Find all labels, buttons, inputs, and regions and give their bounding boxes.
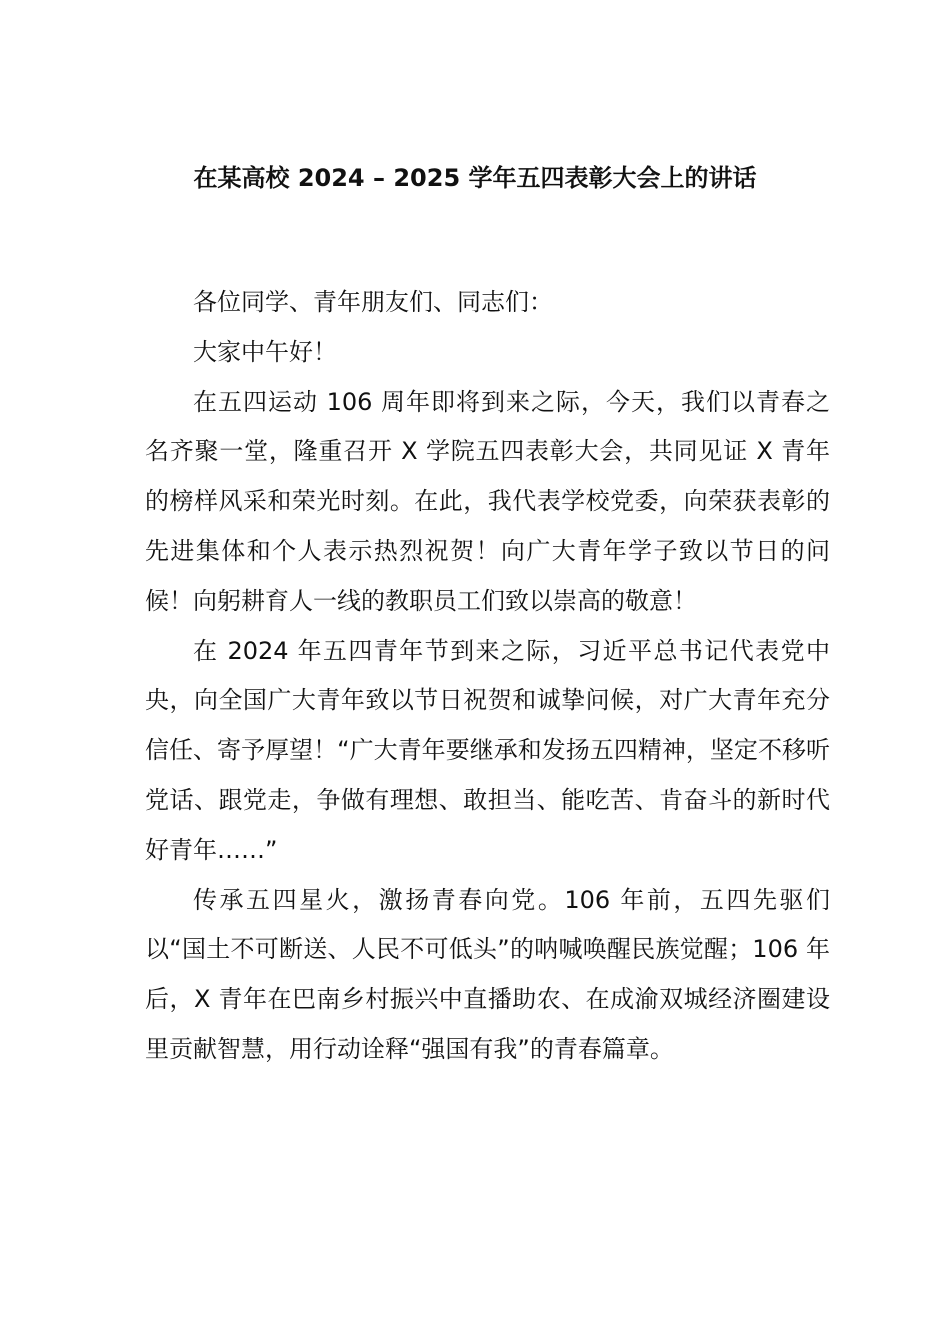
- body-paragraph: 在 2024 年五四青年节到来之际，习近平总书记代表党中央，向全国广大青年致以节日祝贺和诚挚问候，对广大青年充分信任、寄予厚望！“广大青年要继承和发扬五四精神，坚定不移听党话、跟党走，争做有理想、敢担当、能吃苦、肯奋斗的新时代好青年……”: [145, 636, 830, 864]
- body-paragraph: 传承五四星火，激扬青春向党。106 年前，五四先驱们以“国土不可断送、人民不可低头”的呐喊唤醒民族觉醒；106 年后，X 青年在巴南乡村振兴中直播助农、在成渝双城经济圈建设里贡献智慧，用行动诠释“强国有我”的青春篇章。: [145, 885, 830, 1063]
- body-paragraph: 在五四运动 106 周年即将到来之际，今天，我们以青春之名齐聚一堂，隆重召开 X 学院五四表彰大会，共同见证 X 青年的榜样风采和荣光时刻。在此，我代表学校党委，向荣获表彰的先进集体和个人表示热烈祝贺！向广大青年学子致以节日的问候！向躬耕育人一线的教职员工们致以崇高的敬意！: [145, 387, 830, 615]
- document-title: 在某高校 2024 – 2025 学年五四表彰大会上的讲话: [193, 164, 757, 192]
- document-body: [145, 278, 830, 1075]
- greeting-paragraph: 大家中午好！: [193, 337, 337, 366]
- salutation-paragraph: 各位同学、青年朋友们、同志们：: [193, 288, 553, 316]
